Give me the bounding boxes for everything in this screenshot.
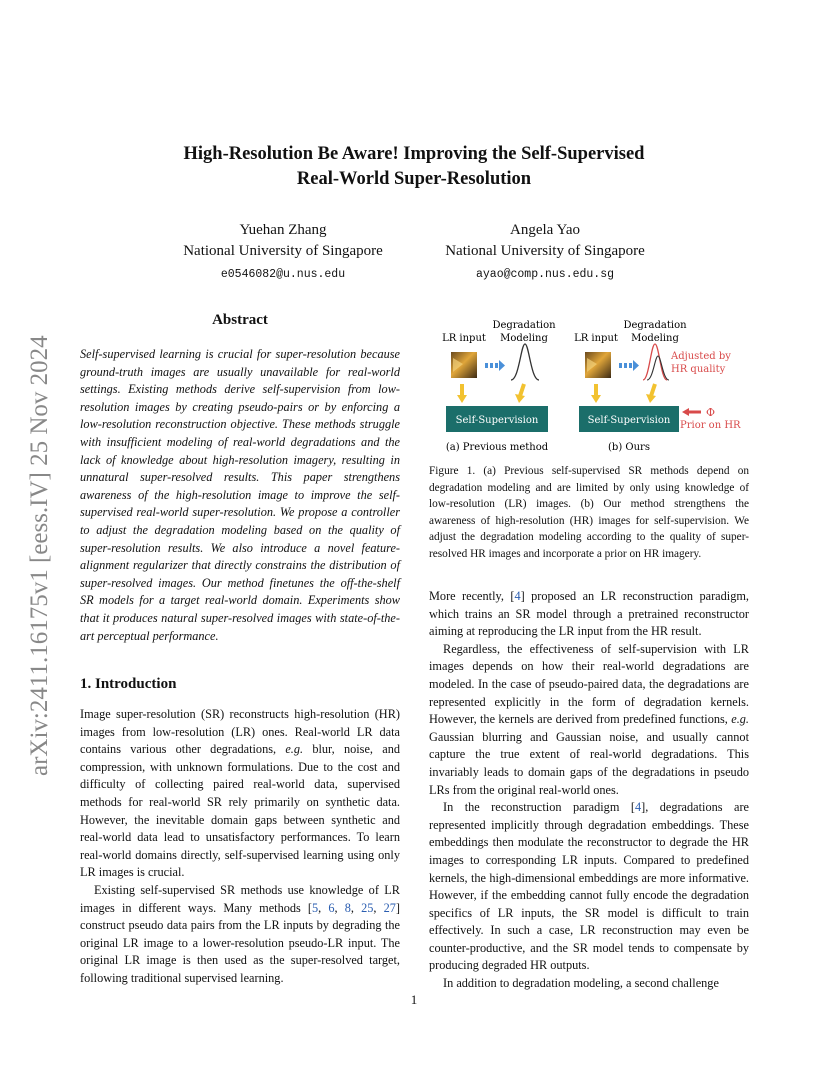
author-email[interactable]: ayao@comp.nus.edu.sg — [475, 268, 615, 281]
fig-b-subcaption: (b) Ours — [608, 442, 650, 453]
paragraph: Image super-resolution (SR) reconstructs high-resolution (HR) images from low-resolution (LR) ones. Real-world LR data contains various other degradations, e.g. blur, noise, and compression, with unknown formulations. Due to the cost and difficulty of collecting paired real-world data, supervised methods for real-world SR rely primarily on synthetic data. However, the inevitable domain gaps between synthetic and real-world data lead to unsatisfactory performances. To learn real-world domains directly, self-supervised learning using only LR images is crucial. — [80, 707, 400, 880]
fig-b-dotted-arrow-icon — [619, 360, 639, 371]
citation-link[interactable]: 5 — [312, 900, 319, 915]
paragraph: In addition to degradation modeling, a second challenge — [443, 976, 719, 991]
fig-a-degradation-label-2: Modeling — [500, 333, 548, 344]
citation-link[interactable]: 4 — [634, 800, 642, 815]
fig-a-lr-input-label: LR input — [442, 333, 486, 344]
abstract-text: Self-supervised learning is crucial for super-resolution because ground-truth images are usually unavailable for real-world settings. Existing methods derive self-supervision from low-resolution images by creating pseudo-pairs or by enforcing a low-resolution reconstruction objective. These methods struggle with insufficient modeling of real-world degradations and the lack of knowledge about high-resolution imagery, resulting in unnatural super-resolved results. This paper strengthens awareness of the high-resolution image to improve the self-supervised real-world super-resolution. We propose a controller to adjust the degradation modeling based on the quality of super-resolution results. We also introduce a novel feature-alignment regularizer that directly constrains the distribution of super-resolved images. Our method finetunes the off-the-shelf SR models for a target real-world domain. Experiments show that it produces natural super-resolved images with state-of-the-art perceptual performance. — [80, 347, 400, 643]
title-line-1: High-Resolution Be Aware! Improving the Self-Supervised — [183, 144, 645, 164]
fig-b-prior-label: Prior on HR — [680, 420, 741, 431]
fig-b-phi-symbol: Φ — [706, 406, 716, 419]
paragraph: Existing self-supervised SR methods use knowledge of LR images in different ways. Many methods [5, 6, 8, 25, 27] construct pseudo data pairs from the LR inputs by degrading the original LR image to a lower-resolution pseudo-LR input. The original LR image is then used as the super-resolved target, following traditional supervised learning. — [80, 882, 400, 985]
fig-a-arrow-down-icon — [520, 384, 524, 396]
section-heading-introduction: 1. Introduction — [80, 676, 177, 692]
fig-b-adjusted-label-2: HR quality — [671, 364, 726, 375]
fig-b-degradation-label-1: Degradation — [623, 320, 687, 331]
author-email[interactable]: e0546082@u.nus.edu — [220, 268, 346, 281]
citation-link[interactable]: 6 — [328, 900, 335, 915]
paragraph: In the reconstruction paradigm [4], degradations are represented implicitly through degradation embeddings. These embeddings then modulate the reconstructor to degrade the HR images to corresponding LR inputs. Compared to predefined kernels, the high-dimensional embeddings are more informative. However, if the embedding cannot fully encode the degradation specifics of LR inputs, the SR model is difficult to train effectively. In such a case, LR reconstruction may even be counter-productive, and the SR model tends to compensate by producing degraded HR outputs. — [429, 800, 749, 973]
paragraph: Regardless, the effectiveness of self-supervision with LR images depends on how their real-world degradations are modeled. In the case of pseudo-paired data, the degradations are represented explicitly in the form of degradation kernels. However, the kernels are derived from predefined functions, e.g. Gaussian blurring and Gaussian noise, and usually cannot capture the true extent of real-world degradations. This invariably leads to domain gaps of the degradations in pseudo LRs from the original real-world ones. — [429, 641, 749, 797]
fig-a-gaussian-curve — [511, 344, 539, 380]
arxiv-identifier: arXiv:2411.16175v1 [eess.IV] 25 Nov 2024 — [26, 335, 53, 776]
right-column-body — [429, 588, 749, 993]
fig-a-self-supervision-label: Self-Supervision — [455, 415, 539, 426]
author-name: Yuehan Zhang — [239, 222, 327, 238]
fig-b-self-supervision-label: Self-Supervision — [587, 415, 671, 426]
fig-b-degradation-label-2: Modeling — [631, 333, 679, 344]
figure-1-caption: Figure 1. (a) Previous self-supervised SR methods depend on degradation modeling and are limited by only using knowledge of low-resolution (LR) images. (b) Our method strengthens the awareness of high-resolution (HR) images for self-supervision. We adjust the degradation modeling according to the quality of super-resolved HR images and incorporate a prior on HR imagery. — [429, 465, 749, 560]
citation-link[interactable]: 4 — [514, 589, 521, 603]
abstract-heading: Abstract — [212, 312, 268, 328]
paragraph: More recently, [4] proposed an LR reconstruction paradigm, which trains an SR model through a pretrained reconstructor aiming at reproducing the LR input from the HR result. — [429, 589, 749, 639]
fig-b-arrow-down-icon — [651, 384, 655, 396]
fig-a-dotted-arrow-icon — [485, 360, 505, 371]
title-line-2: Real-World Super-Resolution — [296, 169, 532, 189]
author-affiliation: National University of Singapore — [445, 243, 645, 259]
author-block-2 — [422, 220, 668, 285]
author-block-1 — [160, 220, 406, 285]
citation-link[interactable]: 25 — [361, 900, 374, 915]
fig-b-adjusted-label-1: Adjusted by — [671, 351, 731, 362]
citation-link[interactable]: 27 — [383, 900, 396, 915]
citation-link[interactable]: 8 — [344, 900, 351, 915]
author-name: Angela Yao — [510, 222, 580, 238]
fig-a-subcaption: (a) Previous method — [445, 442, 549, 453]
paper-title — [0, 142, 828, 192]
introduction-body — [80, 706, 400, 988]
figure-1-diagram — [429, 314, 759, 456]
fig-a-degradation-label-1: Degradation — [492, 320, 556, 331]
fig-b-lr-input-label: LR input — [574, 333, 618, 344]
page-number: 1 — [410, 992, 418, 1007]
author-affiliation: National University of Singapore — [183, 243, 383, 259]
